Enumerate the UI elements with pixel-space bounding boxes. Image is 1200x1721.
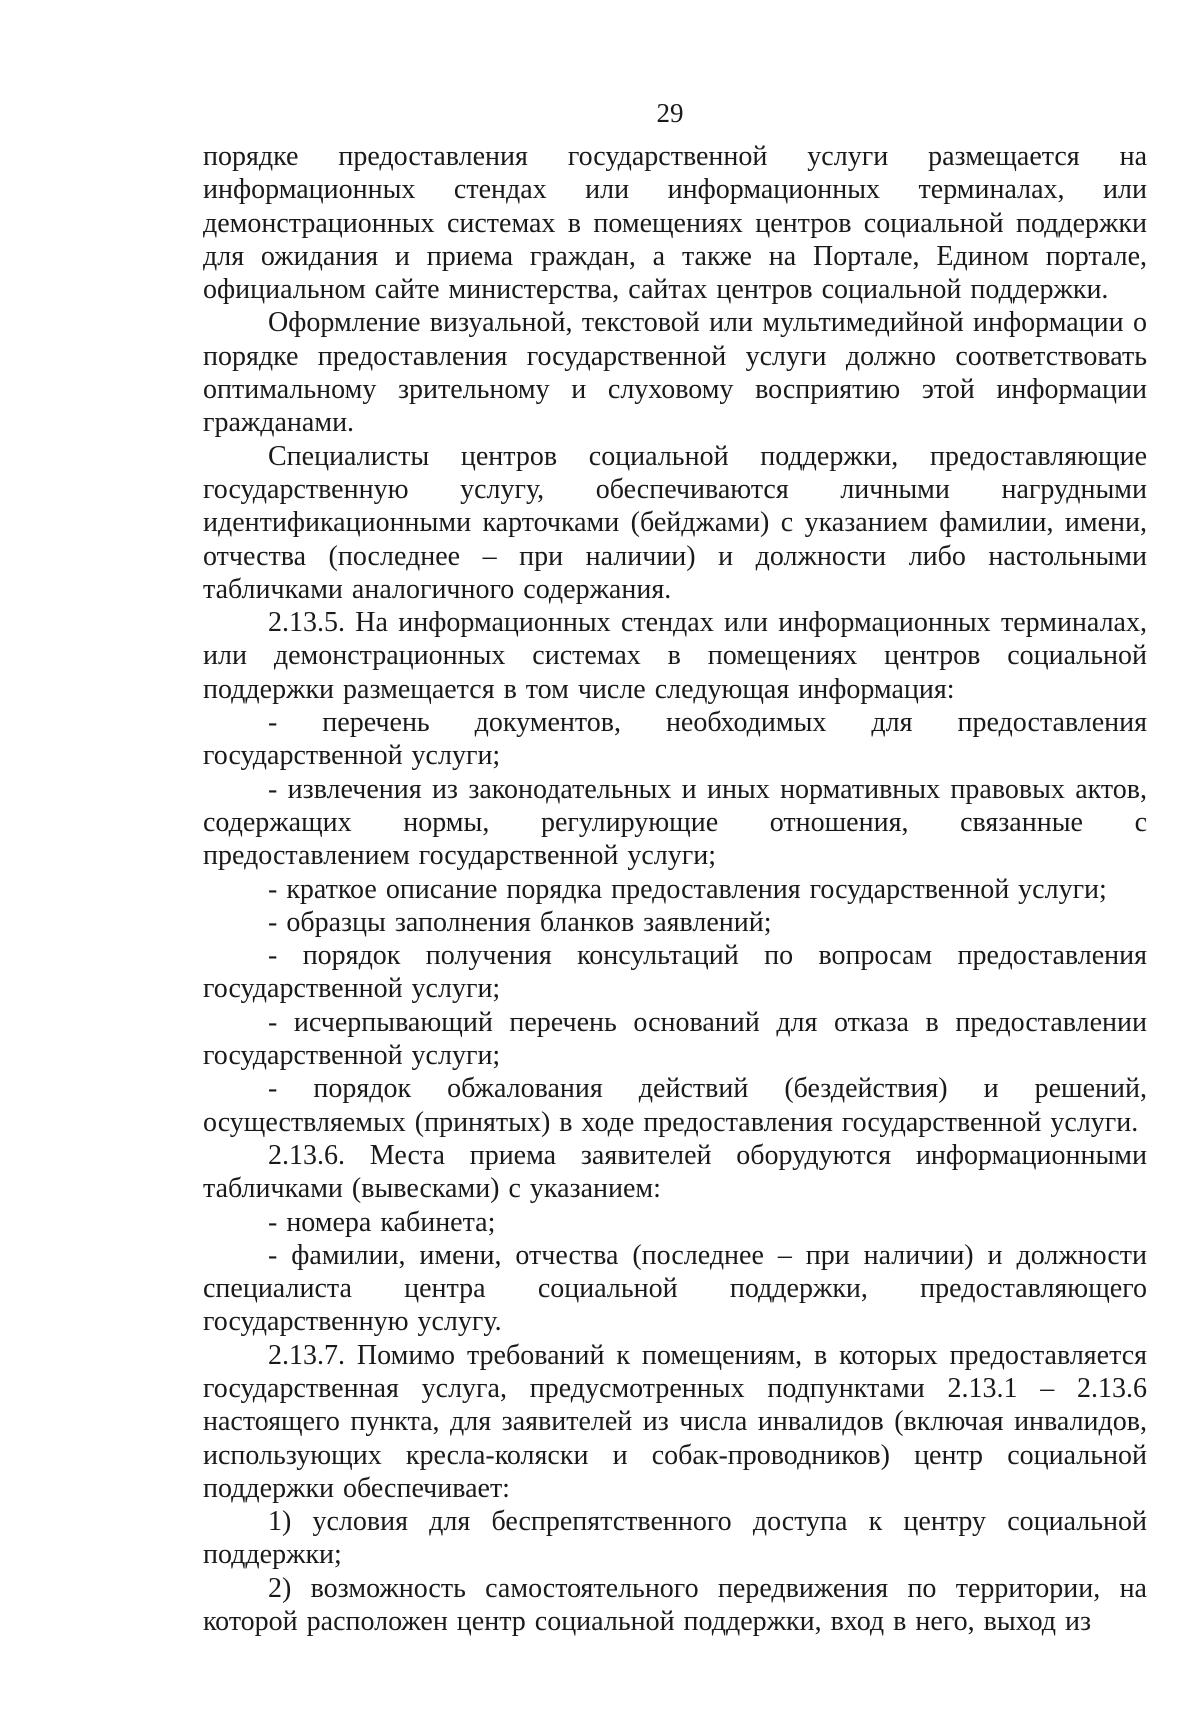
list-item: - порядок получения консультаций по вопросам предоставления государственной услуги; bbox=[203, 940, 1147, 1005]
numbered-item: 2) возможность самостоятельного передвижения по территории, на которой расположен центр социальной поддержки, вход в него, выход из bbox=[203, 1572, 1147, 1638]
document-body bbox=[203, 140, 1147, 1638]
list-item: - образцы заполнения бланков заявлений; bbox=[268, 906, 772, 938]
list-item: - перечень документов, необходимых для предоставления государственной услуги; bbox=[203, 707, 1147, 772]
paragraph-design: Оформление визуальной, текстовой или мультимедийной информации о порядке предоставления государственной услуги должно соответствовать оптимальному зрительному и слуховому восприятию этой информации гражданами. bbox=[203, 307, 1147, 439]
numbered-item: 1) условия для беспрепятственного доступа к центру социальной поддержки; bbox=[203, 1506, 1147, 1571]
list-item: - исчерпывающий перечень оснований для отказа в предоставлении государственной услуги; bbox=[203, 1006, 1147, 1072]
list-item: - краткое описание порядка предоставления государственной услуги; bbox=[268, 873, 1107, 905]
page-number: 29 bbox=[656, 98, 684, 128]
list-item: - номера кабинета; bbox=[268, 1206, 496, 1238]
paragraph-continuation: порядке предоставления государственной услуги размещается на информационных стендах или информационных терминалах, или демонстрационных системах в помещениях центров социальной поддержки для ожидания и приема граждан, а также на Портале, Едином портале, официальном сайте министерства, сайтах центров социальной поддержки. bbox=[203, 141, 1147, 306]
list-item: - фамилии, имени, отчества (последнее – при наличии) и должности специалиста центра социальной поддержки, предоставляющего государственную услугу. bbox=[203, 1239, 1147, 1338]
paragraph-specialists: Специалисты центров социальной поддержки, предоставляющие государственную услугу, обеспечиваются личными нагрудными идентификационными карточками (бейджами) с указанием фамилии, имени, отчества (последнее – при наличии) и должности либо настольными табличками аналогичного содержания. bbox=[203, 440, 1147, 605]
clause-2-13-5: 2.13.5. На информационных стендах или информационных терминалах, или демонстрационных системах в помещениях центров социальной поддержки размещается в том числе следующая информация: bbox=[203, 607, 1147, 705]
clause-2-13-7: 2.13.7. Помимо требований к помещениям, в которых предоставляется государственная услуга, предусмотренных подпунктами 2.13.1 – 2.13.6 настоящего пункта, для заявителей из числа инвалидов (включая инвалидов, использующих кресла-коляски и собак-проводников) центр социальной поддержки обеспечивает: bbox=[203, 1339, 1147, 1504]
clause-2-13-6: 2.13.6. Места приема заявителей оборудуются информационными табличками (вывесками) с указанием: bbox=[203, 1139, 1147, 1205]
list-item: - извлечения из законодательных и иных нормативных правовых актов, содержащих нормы, регулирующие отношения, связанные с предоставлением государственной услуги; bbox=[203, 773, 1147, 872]
list-item: - порядок обжалования действий (бездействия) и решений, осуществляемых (принятых) в ходе предоставления государственной услуги. bbox=[203, 1073, 1147, 1138]
